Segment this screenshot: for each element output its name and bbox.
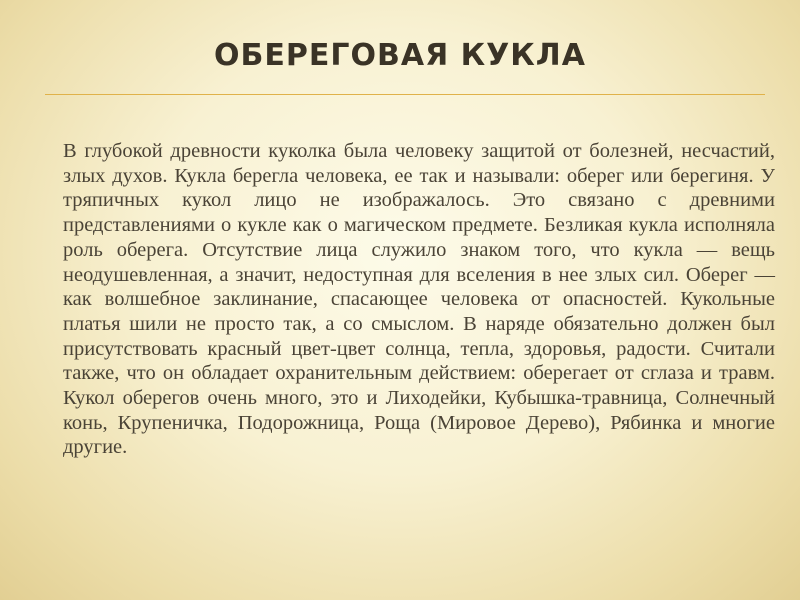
- body-paragraph: В глубокой древности куколка была человеку защитой от болезней, несчастий, злых духов. Кукла берегла человека, ее так и называли: оберег или берегиня. У тряпичных кукол лицо не изображалось. Это связано с древними представлениями о кукле как о магическом предмете. Безликая кукла исполняла роль оберега. Отсутствие лица служило знаком того, что кукла — вещь неодушевленная, а значит, недоступная для вселения в нее злых сил. Оберег — как волшебное заклинание, спасающее человека от опасностей. Кукольные платья шили не просто так, а со смыслом. В наряде обязательно должен был присутствовать красный цвет-цвет солнца, тепла, здоровья, радости. Считали также, что он обладает охранительным действием: оберегает от сглаза и травм. Кукол оберегов очень много, это и Лиходейки, Кубышка-травница, Солнечный конь, Крупеничка, Подорожница, Роща (Мировое Дерево), Рябинка и многие другие.: [63, 140, 775, 459]
- slide-title: ОБЕРЕГОВАЯ КУКЛА: [214, 38, 586, 73]
- bullet-icon: [35, 148, 49, 162]
- title-divider: [45, 94, 765, 95]
